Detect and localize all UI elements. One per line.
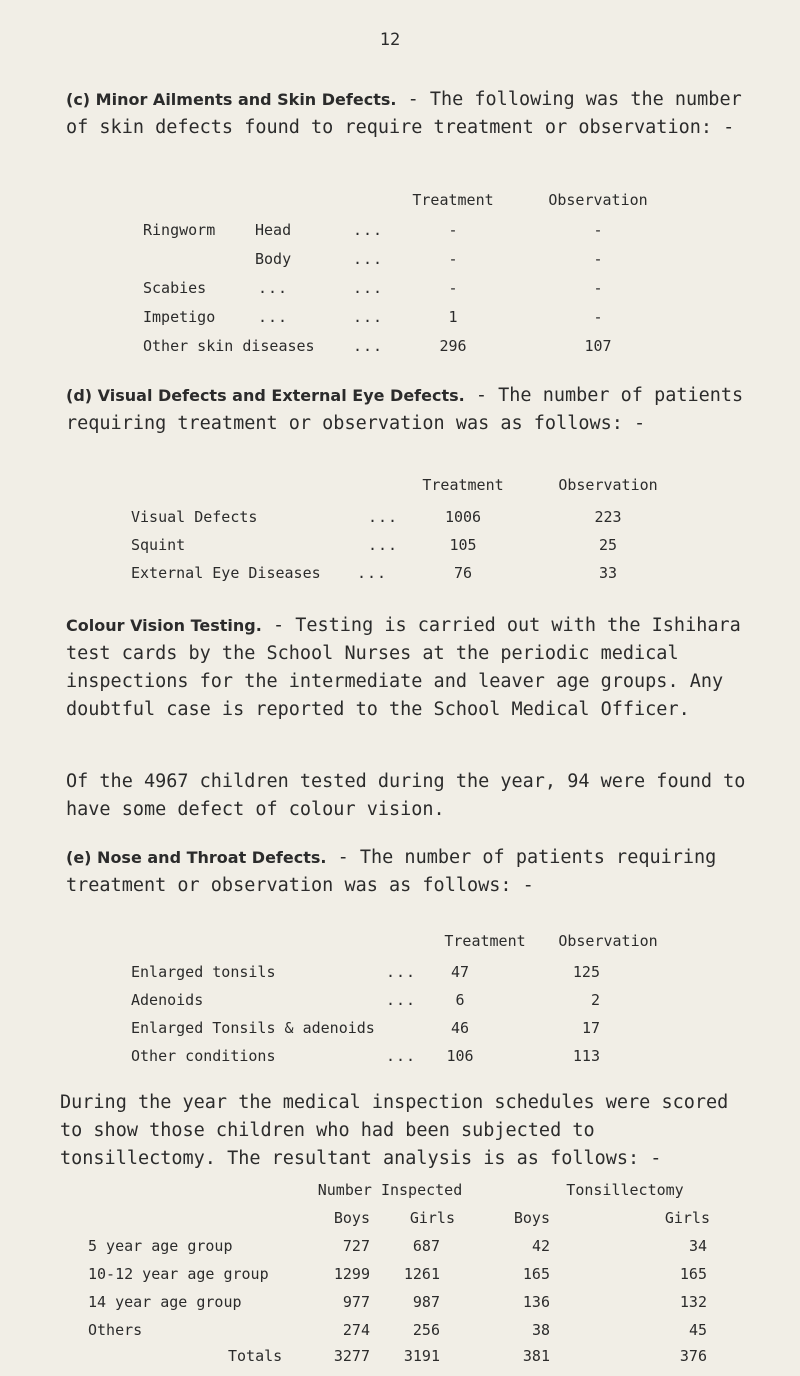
colour-vision-heading: Colour Vision Testing. — [66, 616, 262, 635]
t-row-label: 10-12 year age group — [88, 1265, 269, 1283]
d-row-label: External Eye Diseases — [131, 564, 321, 582]
col-insp-boys: Boys — [333, 1209, 370, 1227]
e-row-label: Enlarged tonsils — [131, 963, 276, 981]
d-row-label: Visual Defects — [131, 508, 258, 526]
totals-ton-boys: 381 — [522, 1347, 550, 1365]
e-row-treatment: 46 — [450, 1019, 470, 1037]
e-row-treatment: 6 — [455, 991, 465, 1009]
d-row-observation: 223 — [594, 508, 622, 526]
d-row-treatment: 76 — [453, 564, 473, 582]
t-row-insp-girls: 1261 — [403, 1265, 440, 1283]
c-row-observation: 107 — [584, 337, 612, 355]
e-row-observation: 125 — [572, 963, 600, 981]
e-row-label: Other conditions — [131, 1047, 276, 1065]
section-d-paragraph — [66, 382, 746, 438]
totals-insp-boys: 3277 — [333, 1347, 370, 1365]
c-row-treatment: 296 — [439, 337, 467, 355]
c-row-treatment: 1 — [448, 308, 458, 326]
c-row-dots: ... — [353, 250, 384, 268]
d-col-treatment: Treatment — [422, 476, 504, 494]
d-row-dots: ... — [357, 564, 388, 582]
c-row-label: Scabies — [143, 279, 207, 297]
c-row-observation: - — [593, 221, 603, 239]
section-e-heading: (e) Nose and Throat Defects. — [66, 848, 327, 867]
t-row-ton-girls: 45 — [688, 1321, 707, 1339]
section-d-heading: (d) Visual Defects and External Eye Defects. — [66, 386, 465, 405]
d-row-observation: 33 — [598, 564, 618, 582]
c-row-label: Impetigo — [143, 308, 216, 326]
col-ton-boys: Boys — [513, 1209, 550, 1227]
t-row-insp-girls: 256 — [412, 1321, 440, 1339]
t-row-ton-boys: 42 — [531, 1237, 550, 1255]
e-row-dots: ... — [386, 963, 417, 981]
col-ton-girls: Girls — [664, 1209, 710, 1227]
d-row-observation: 25 — [598, 536, 618, 554]
section-c-heading: (c) Minor Ailments and Skin Defects. — [66, 90, 397, 109]
totals-ton-girls: 376 — [679, 1347, 707, 1365]
d-row-dots: ... — [368, 508, 399, 526]
c-row-dots: ... — [258, 308, 289, 326]
c-row-dots: ... — [353, 308, 384, 326]
t-row-label: Others — [88, 1321, 143, 1339]
e-row-dots: ... — [386, 991, 417, 1009]
t-row-insp-boys: 977 — [342, 1293, 370, 1311]
c-row-dots: ... — [258, 279, 289, 297]
t-row-ton-boys: 165 — [522, 1265, 550, 1283]
d-row-dots: ... — [368, 536, 399, 554]
c-row-dots: ... — [353, 279, 384, 297]
c-row-dots: ... — [353, 337, 384, 355]
tonsillectomy-paragraph: During the year the medical inspection schedules were scored to show those children who had been subjected to tonsillectomy. The resultant analysis is as follows: - — [60, 1092, 729, 1169]
col-insp-girls: Girls — [409, 1209, 455, 1227]
totals-insp-girls: 3191 — [403, 1347, 440, 1365]
colour-vision-paragraph — [66, 612, 746, 724]
c-row-sublabel: Head — [255, 221, 292, 239]
t-row-insp-boys: 727 — [342, 1237, 370, 1255]
t-row-ton-girls: 132 — [679, 1293, 707, 1311]
d-row-label: Squint — [131, 536, 186, 554]
c-row-observation: - — [593, 308, 603, 326]
c-row-label: Other skin diseases — [143, 337, 315, 355]
c-row-label: Ringworm — [143, 221, 216, 239]
e-row-observation: 17 — [581, 1019, 600, 1037]
d-row-treatment: 105 — [449, 536, 477, 554]
c-row-treatment: - — [448, 279, 458, 297]
t-row-insp-girls: 987 — [412, 1293, 440, 1311]
c-row-sublabel: Body — [255, 250, 292, 268]
e-row-treatment: 47 — [450, 963, 470, 981]
t-row-insp-boys: 274 — [342, 1321, 370, 1339]
d-row-treatment: 1006 — [444, 508, 482, 526]
t-row-insp-boys: 1299 — [333, 1265, 370, 1283]
section-c-text: - The following was the number of skin defects found to require treatment or observation: - — [66, 89, 742, 138]
colour-vision-text: - Testing is carried out with the Ishihara test cards by the School Nurses at the periodic medical inspections for the intermediate and leaver age groups. Any doubtful case is reported to the School Medical Officer. — [66, 615, 741, 720]
t-row-ton-girls: 34 — [688, 1237, 707, 1255]
section-e-text: - The number of patients requiring treatment or observation was as follows: - — [66, 847, 717, 896]
e-row-dots: ... — [386, 1047, 417, 1065]
c-row-treatment: - — [448, 221, 458, 239]
c-row-observation: - — [593, 279, 603, 297]
e-col-observation: Observation — [558, 932, 658, 950]
t-row-label: 14 year age group — [88, 1293, 242, 1311]
group-header-inspected: Number Inspected — [317, 1181, 463, 1199]
t-row-insp-girls: 687 — [412, 1237, 440, 1255]
e-row-treatment: 106 — [446, 1047, 474, 1065]
c-col-observation: Observation — [548, 191, 648, 209]
colour-vision-result: Of the 4967 children tested during the year, 94 were found to have some defect of colour vision. — [66, 771, 746, 820]
e-row-label: Enlarged Tonsils & adenoids — [131, 1019, 375, 1037]
e-row-label: Adenoids — [131, 991, 204, 1009]
section-d-text: - The number of patients requiring treatment or observation was as follows: - — [66, 385, 744, 434]
e-row-observation: 2 — [590, 991, 600, 1009]
t-row-ton-boys: 38 — [531, 1321, 550, 1339]
section-c-paragraph — [66, 86, 746, 142]
c-row-dots: ... — [353, 221, 384, 239]
e-col-treatment: Treatment — [444, 932, 526, 950]
d-col-observation: Observation — [558, 476, 658, 494]
t-row-ton-girls: 165 — [679, 1265, 707, 1283]
c-col-treatment: Treatment — [412, 191, 494, 209]
page-number: 12 — [379, 30, 401, 50]
totals-label: Totals — [228, 1347, 283, 1365]
group-header-tonsillectomy: Tonsillectomy — [566, 1181, 684, 1199]
c-row-treatment: - — [448, 250, 458, 268]
t-row-label: 5 year age group — [88, 1237, 233, 1255]
e-row-observation: 113 — [572, 1047, 600, 1065]
c-row-observation: - — [593, 250, 603, 268]
section-e-paragraph — [66, 844, 746, 900]
t-row-ton-boys: 136 — [522, 1293, 550, 1311]
